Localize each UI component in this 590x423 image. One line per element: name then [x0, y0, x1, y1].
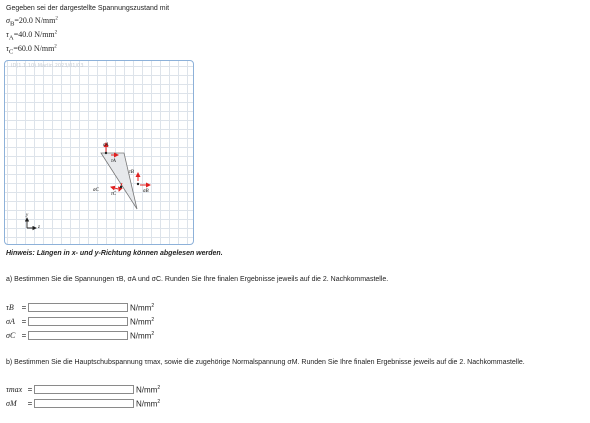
stress-figure: [4, 60, 194, 245]
answer-row-sigma-c: σC = $N/mm^2$: [6, 330, 155, 341]
element-triangle: [101, 153, 137, 209]
tau-a-label: τA: [111, 159, 116, 164]
answer-row-tau-max: τmax = $N/mm^2$: [6, 384, 161, 395]
sigma-c-label: σC: [93, 188, 99, 193]
question-a-text: a) Bestimmen Sie die Spannungen τB, σA und σC. Runden Sie Ihre finalen Ergebnisse jeweils auf die 2. Nachkommastelle.: [6, 276, 389, 283]
figure-id-label: ID(1.1.10) Marlin 2023/01/03: [11, 63, 84, 69]
tau-c-label: τC: [111, 192, 117, 197]
given-tau-a: $\tau_A=40.0$ $N/mm^2$: [6, 30, 58, 42]
hint-text: Hinweis: Längen in x- und y-Richtung können abgelesen werden.: [6, 250, 223, 257]
given-tau-c: $\tau_C=60.0$ $N/mm^2$: [6, 44, 57, 56]
question-b-text: b) Bestimmen Sie die Hauptschubspannung τmax, sowie die zugehörige Normalspannung σM. Runden Sie Ihre finalen Ergebnisse jeweils auf die 2. Nachkommastelle.: [6, 359, 525, 366]
stress-diagram: [5, 61, 194, 245]
tau-b-input[interactable]: [28, 303, 128, 312]
answer-row-tau-b: τB = $N/mm^2$: [6, 302, 155, 313]
intro-text: Gegeben sei der dargestellte Spannungszustand mit: [6, 5, 170, 12]
given-sigma-b: $\sigma_B=20.0$ $N/mm^2$: [6, 16, 58, 28]
tau-max-input[interactable]: [34, 385, 134, 394]
sigma-a-label: σA: [103, 143, 109, 148]
y-axis-label: y: [26, 213, 29, 218]
sigma-c-arrow: [111, 187, 118, 189]
answer-row-sigma-a: σA = $N/mm^2$: [6, 316, 155, 327]
sigma-b-label: σB: [143, 189, 149, 194]
tau-b-label: τB: [129, 170, 134, 175]
z-axis-label: z: [38, 225, 40, 230]
sigma-c-input[interactable]: [28, 331, 128, 340]
sigma-a-input[interactable]: [28, 317, 128, 326]
answer-row-sigma-m: σM = $N/mm^2$: [6, 398, 161, 409]
sigma-m-input[interactable]: [34, 399, 134, 408]
